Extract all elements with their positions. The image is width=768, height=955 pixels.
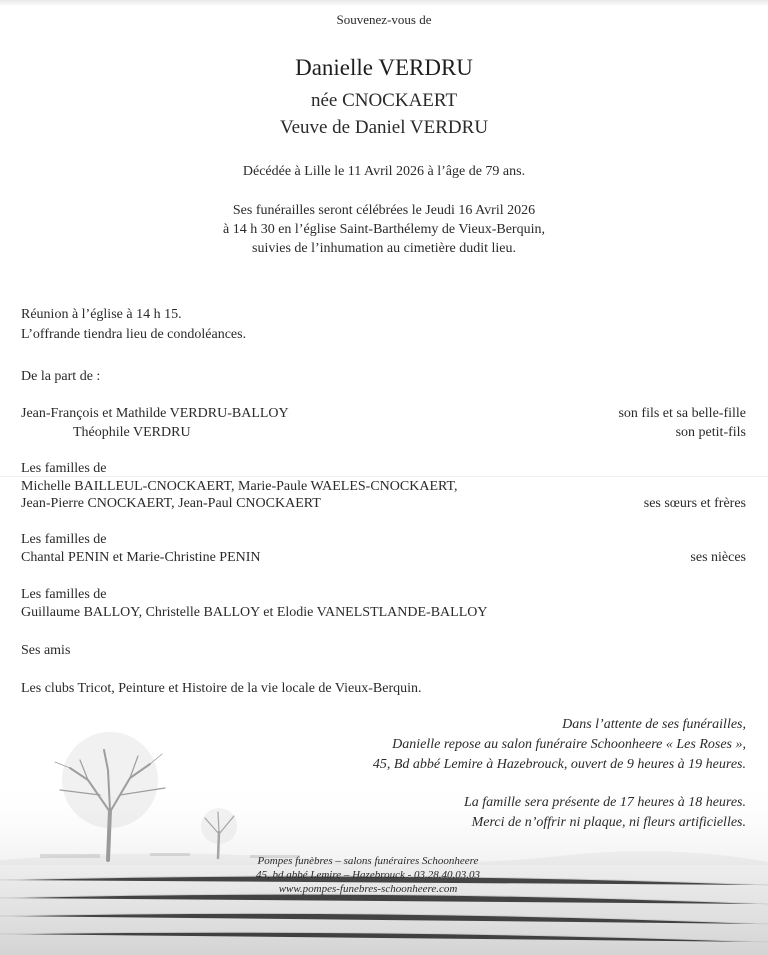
funeral-line-3: suivies de l’inhumation au cimetière dudit lieu. (252, 241, 516, 256)
scan-edge (0, 0, 768, 6)
siblings-relation: ses sœurs et frères (643, 496, 746, 511)
nieces-names: Chantal PENIN et Marie-Christine PENIN (21, 550, 261, 565)
deceased-name: Danielle VERDRU (295, 55, 473, 80)
footer-company: Pompes funèbres – salons funéraires Schoonheere (257, 855, 479, 867)
funeral-line-2: à 14 h 30 en l’église Saint-Barthélemy de Vieux-Berquin, (223, 222, 545, 237)
fold-line (0, 476, 768, 477)
siblings-intro: Les familles de (21, 461, 107, 476)
footer-address: 45, bd abbé Lemire – Hazebrouck - 03.28.40.03.03 (255, 869, 481, 881)
siblings-line-2: Jean-Pierre CNOCKAERT, Jean-Paul CNOCKAERT (21, 496, 321, 511)
balloy-names: Guillaume BALLOY, Christelle BALLOY et Elodie VANELSTLANDE-BALLOY (21, 605, 488, 620)
siblings-line-1: Michelle BAILLEUL-CNOCKAERT, Marie-Paule WAELES-CNOCKAERT, (21, 479, 458, 494)
winter-landscape-illustration (0, 720, 768, 955)
friends: Ses amis (21, 643, 71, 658)
presence-line: La famille sera présente de 17 heures à 18 heures. (463, 795, 746, 810)
grandson-name: Théophile VERDRU (73, 425, 191, 440)
clubs: Les clubs Tricot, Peinture et Histoire de la vie locale de Vieux-Berquin. (21, 681, 422, 696)
widow-of: Veuve de Daniel VERDRU (279, 117, 489, 138)
intro-text: Souvenez-vous de (336, 12, 432, 27)
footer-website: www.pompes-funebres-schoonheere.com (278, 883, 458, 895)
son-relation: son fils et sa belle-fille (618, 406, 746, 421)
offering-note: L’offrande tiendra lieu de condoléances. (21, 327, 247, 342)
balloy-intro: Les familles de (21, 587, 107, 602)
meeting-time: Réunion à l’église à 14 h 15. (21, 307, 182, 322)
rest-line-1: Dans l’attente de ses funérailles, (562, 717, 746, 732)
death-notice: Décédée à Lille le 11 Avril 2026 à l’âge de 79 ans. (242, 164, 526, 179)
funeral-line-1: Ses funérailles seront célébrées le Jeudi 16 Avril 2026 (232, 203, 536, 218)
no-flowers-line: Merci de n’offrir ni plaque, ni fleurs artificielles. (471, 815, 746, 830)
grandson-relation: son petit-fils (675, 425, 746, 440)
rest-line-3: 45, Bd abbé Lemire à Hazebrouck, ouvert de 9 heures à 19 heures. (372, 757, 746, 772)
son-names: Jean-François et Mathilde VERDRU-BALLOY (21, 406, 289, 421)
from-label: De la part de : (21, 369, 101, 384)
nieces-relation: ses nièces (690, 550, 746, 565)
maiden-name: née CNOCKAERT (310, 90, 458, 111)
rest-line-2: Danielle repose au salon funéraire Schoonheere « Les Roses », (392, 737, 746, 752)
nieces-intro: Les familles de (21, 532, 107, 547)
